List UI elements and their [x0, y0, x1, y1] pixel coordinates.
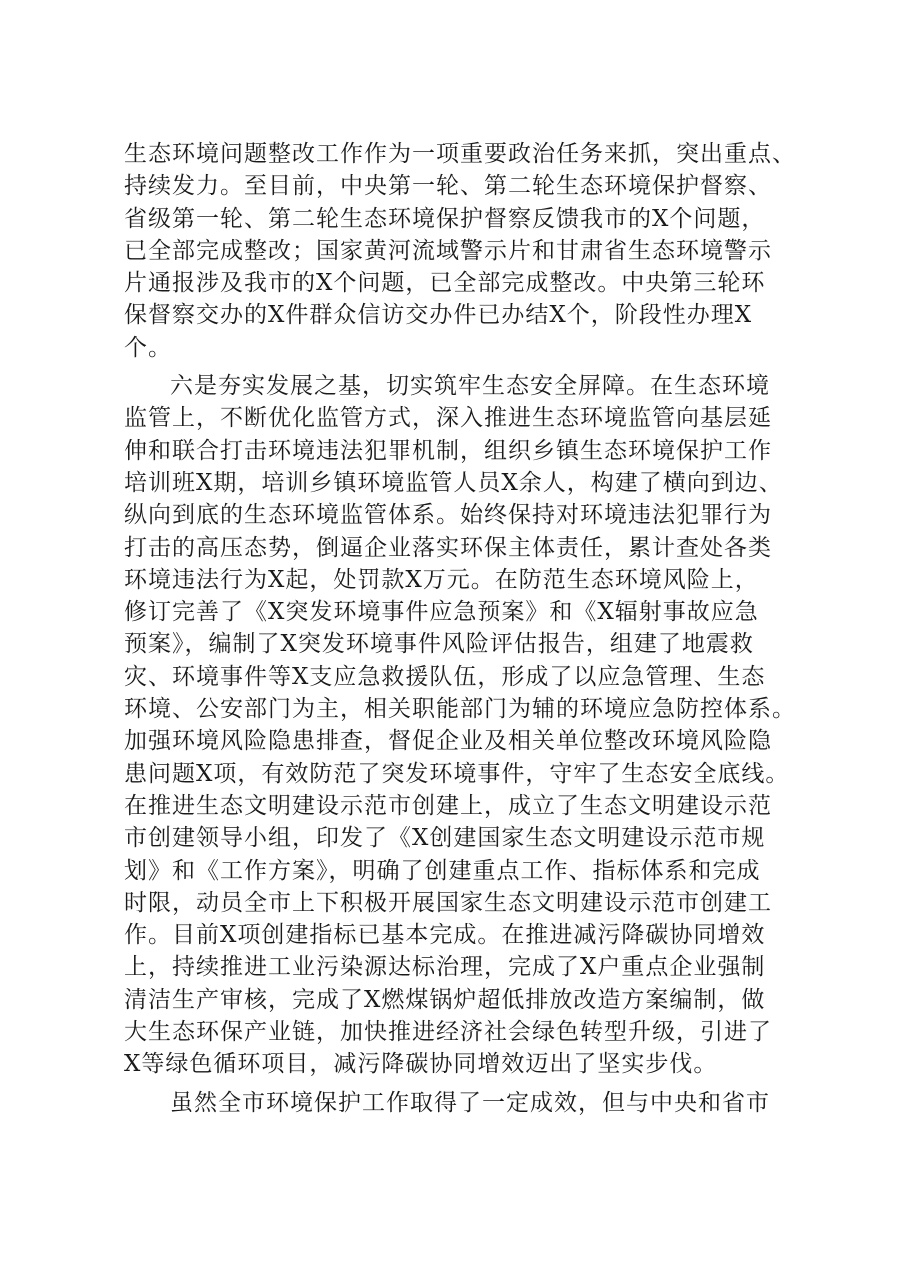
paragraph-line: 作。目前X项创建指标已基本完成。在推进减污降碳协同增效 — [124, 922, 766, 949]
paragraph-line: 时限，动员全市上下积极开展国家生态文明建设示范市创建工 — [124, 889, 772, 916]
paragraph-line: 持续发力。至目前，中央第一轮、第二轮生态环境保护督察、 — [124, 173, 772, 200]
paragraph-line: 加强环境风险隐患排查，督促企业及相关单位整改环境风险隐 — [124, 728, 772, 755]
document-body — [124, 138, 804, 1119]
paragraph-line: 片通报涉及我市的X个问题，已全部完成整改。中央第三轮环 — [124, 270, 766, 297]
paragraph-line: 保督察交办的X件群众信访交办件已办结X个，阶段性办理X — [124, 302, 753, 329]
paragraph-line: 划》和《工作方案》，明确了创建重点工作、指标体系和完成 — [124, 857, 761, 884]
paragraph-line: 修订完善了《X突发环境事件应急预案》和《X辐射事故应急 — [124, 599, 759, 626]
paragraph-line: 省级第一轮、第二轮生态环境保护督察反馈我市的X个问题， — [124, 205, 766, 232]
paragraph-line: 环境、公安部门为主，相关职能部门为辅的环境应急防控体系。 — [124, 696, 796, 723]
paragraph-first-line: 虽然全市环境保护工作取得了一定成效，但与中央和省市 — [170, 1089, 770, 1116]
paragraph-line: 清洁生产审核，完成了X燃煤锅炉超低排放改造方案编制，做 — [124, 986, 766, 1013]
paragraph-line: 环境违法行为X起，处罚款X万元。在防范生态环境风险上， — [124, 566, 759, 593]
paragraph-line: 上，持续推进工业污染源达标治理，完成了X户重点企业强制 — [124, 954, 766, 981]
paragraph-line: 生态环境问题整改工作作为一项重要政治任务来抓，突出重点、 — [124, 141, 796, 167]
paragraph-line: X等绿色循环项目，减污降碳协同增效迈出了坚实步伐。 — [124, 1051, 718, 1078]
paragraph-line: 个。 — [124, 334, 172, 361]
paragraph-line: 纵向到底的生态环境监管体系。始终保持对环境违法犯罪行为 — [124, 502, 772, 529]
paragraph-line: 伸和联合打击环境违法犯罪机制，组织乡镇生态环境保护工作 — [124, 437, 772, 464]
paragraph-line: 预案》，编制了X突发环境事件风险评估报告，组建了地震救 — [124, 631, 754, 658]
paragraph-line: 灾、环境事件等X支应急救援队伍，形成了以应急管理、生态 — [124, 663, 766, 690]
paragraph-line: 打击的高压态势，倒逼企业落实环保主体责任，累计查处各类 — [124, 534, 772, 561]
paragraph-line: 监管上，不断优化监管方式，深入推进生态环境监管向基层延 — [124, 405, 772, 432]
paragraph-line: 市创建领导小组，印发了《X创建国家生态文明建设示范市规 — [124, 825, 766, 852]
paragraph-first-line: 六是夯实发展之基，切实筑牢生态安全屏障。在生态环境 — [170, 373, 770, 400]
paragraph-1 — [124, 138, 804, 364]
paragraph-2 — [124, 370, 804, 1081]
paragraph-line: 在推进生态文明建设示范市创建上，成立了生态文明建设示范 — [124, 792, 772, 819]
paragraph-line: 已全部完成整改；国家黄河流域警示片和甘肃省生态环境警示 — [124, 237, 772, 264]
paragraph-line: 培训班X期，培训乡镇环境监管人员X余人，构建了横向到边、 — [124, 469, 783, 496]
paragraph-3 — [124, 1087, 804, 1119]
paragraph-line: 大生态环保产业链，加快推进经济社会绿色转型升级，引进了 — [124, 1019, 772, 1046]
paragraph-line: 患问题X项，有效防范了突发环境事件，守牢了生态安全底线。 — [124, 760, 790, 787]
